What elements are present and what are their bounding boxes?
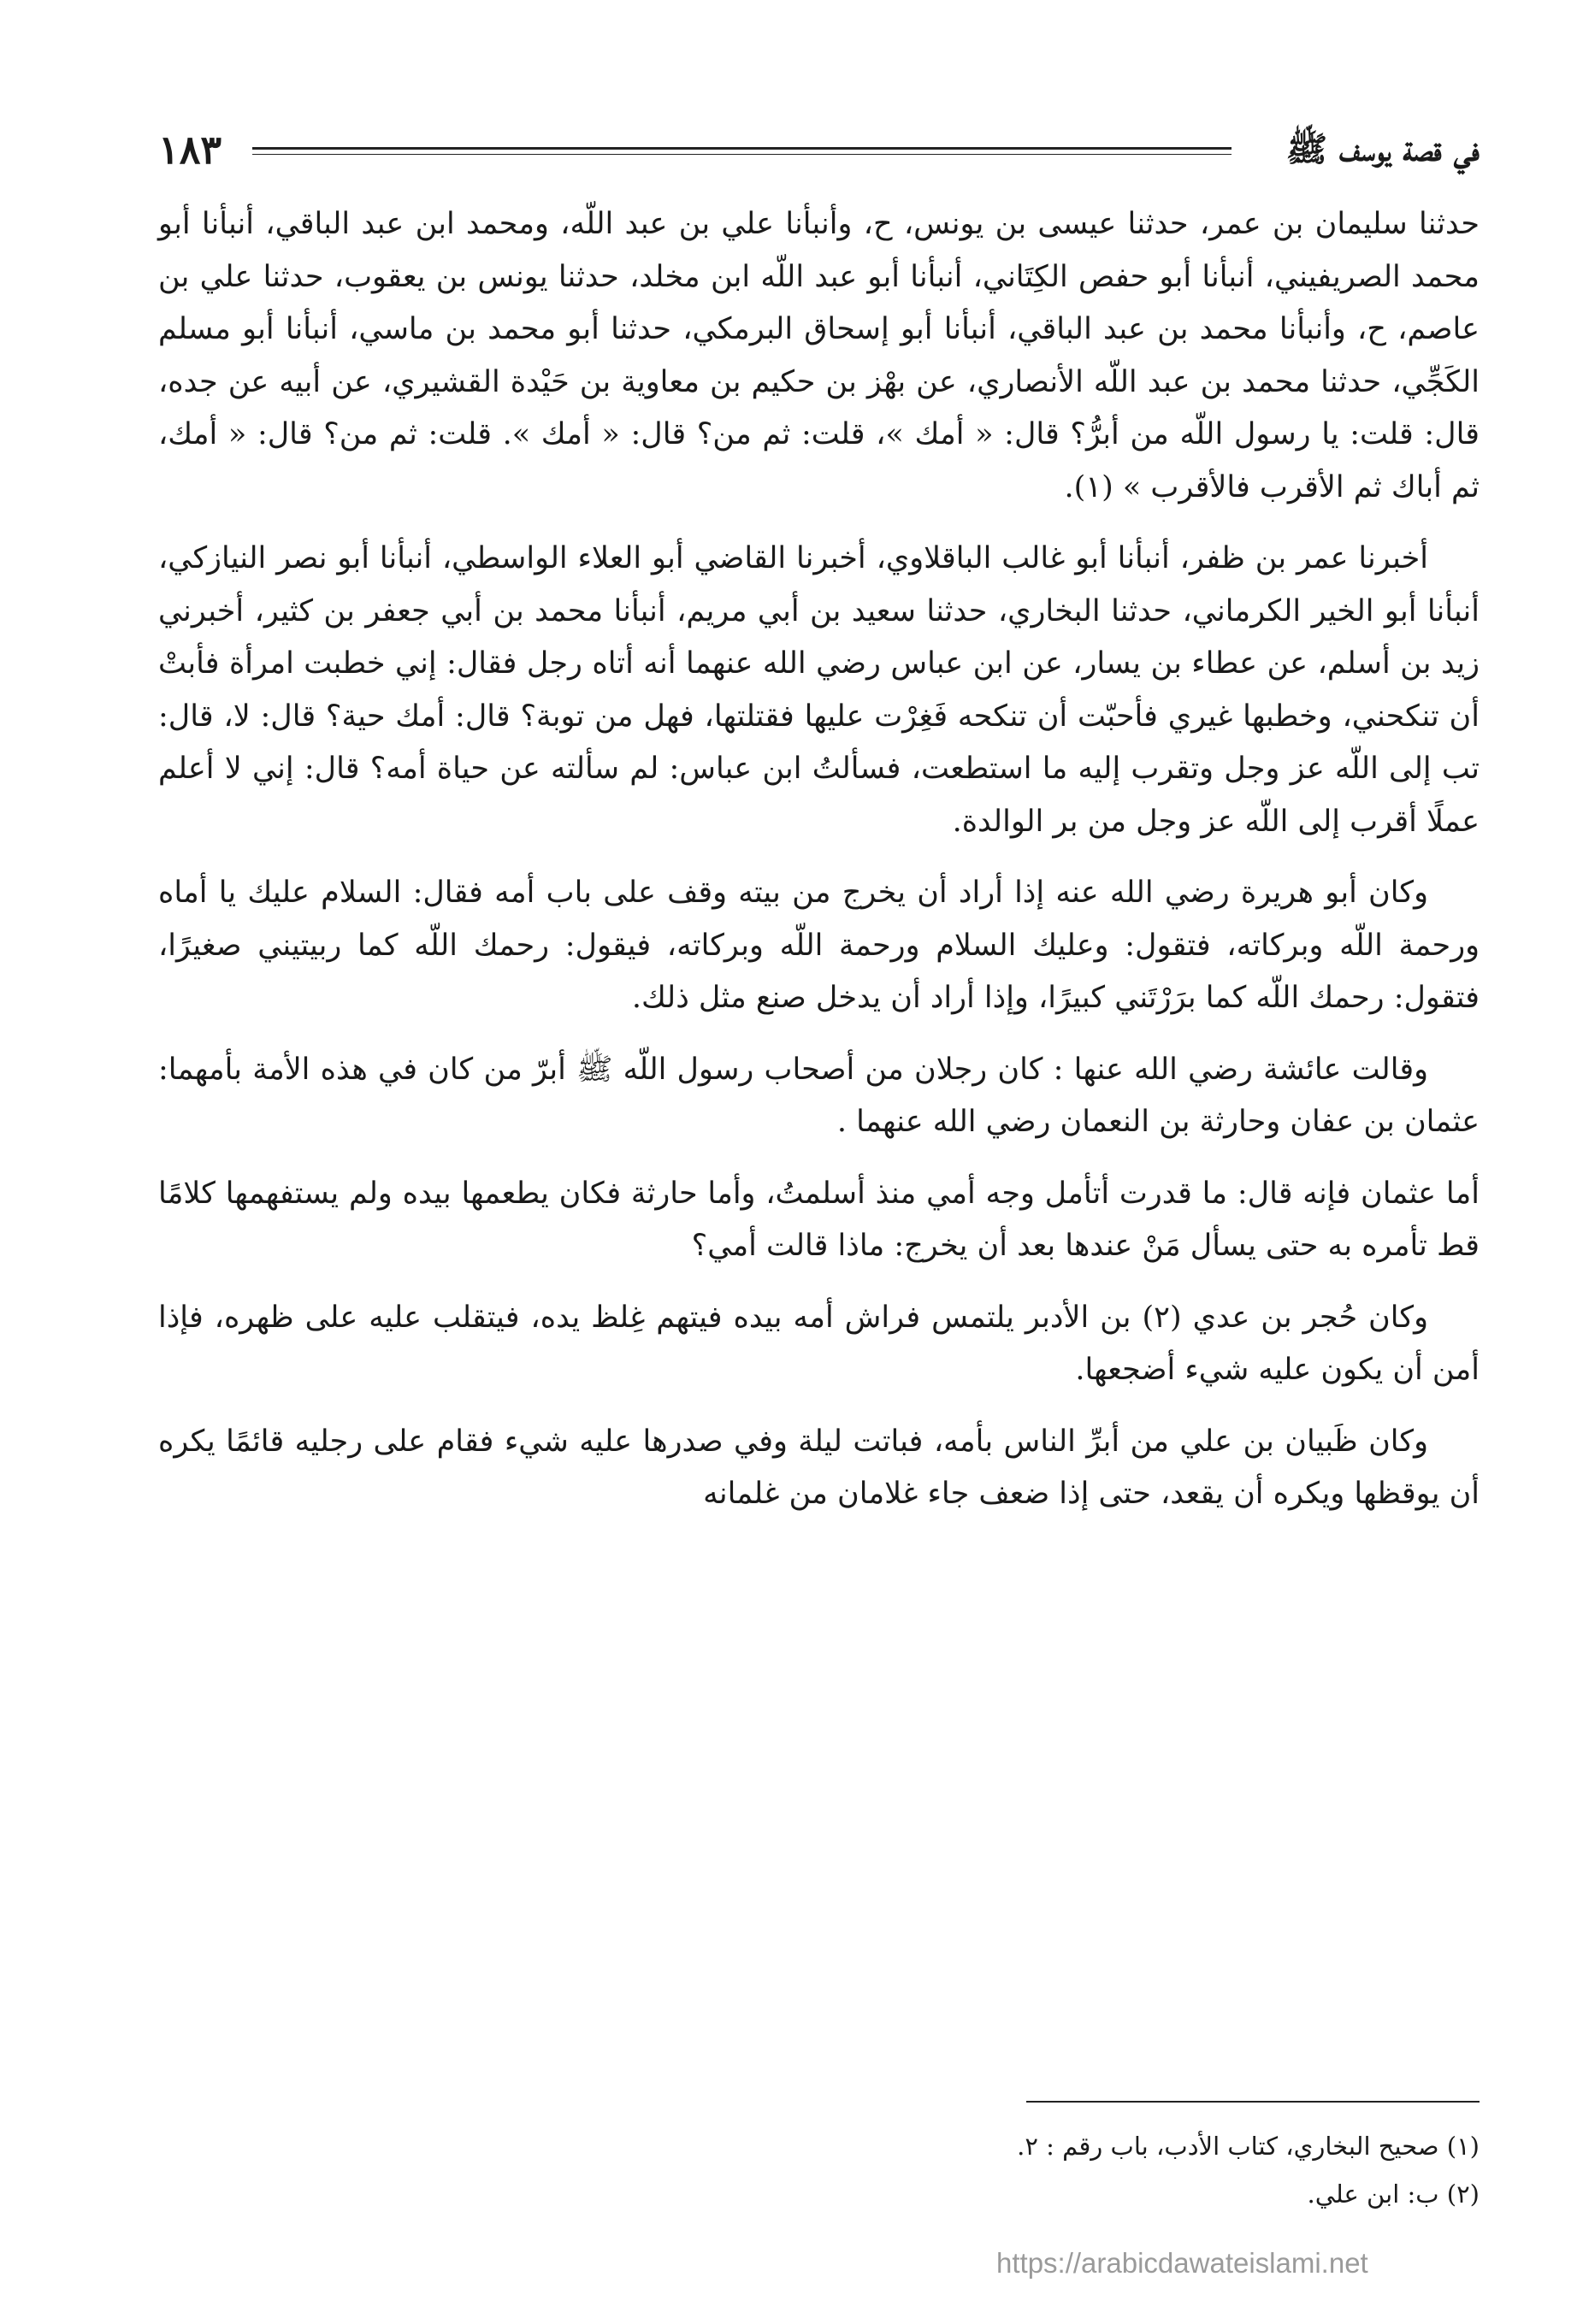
running-header — [158, 120, 1480, 180]
footnote-separator — [1026, 2101, 1480, 2103]
paragraph-5: أما عثمان فإنه قال: ما قدرت أتأمل وجه أمي منذ أسلمتُ، وأما حارثة فكان يطعمها بيده ولم يستفهمها كلامًا قط تأمره به حتى يسأل مَنْ عندها بعد أن يخرج: ماذا قالت أمي؟ — [158, 1176, 1480, 1263]
footnotes — [158, 2122, 1480, 2218]
paragraph-7: وكان ظَبيان بن علي من أبرِّ الناس بأمه، فباتت ليلة وفي صدرها عليه شيء فقام على رجليه قائمًا يكره أن يوقظها ويكره أن يقعد، حتى إذا ضعف جاء غلامان من غلمانه — [158, 1424, 1480, 1511]
paragraph-4: وقالت عائشة رضي الله عنها : كان رجلان من أصحاب رسول اللّه ﷺ أبرّ من كان في هذه الأمة بأمهما: عثمان بن عفان وحارثة بن النعمان رضي الله عنهما . — [158, 1052, 1480, 1139]
body-text — [158, 198, 1480, 1540]
header-rule — [252, 147, 1232, 150]
paragraph-6: وكان حُجر بن عدي (٢) بن الأدبر يلتمس فراش أمه بيده فيتهم غِلظ يده، فيتقلب عليه على ظهره، فإذا أمن أن يكون عليه شيء أضجعها. — [158, 1300, 1480, 1387]
source-watermark: https://arabicdawateislami.net — [996, 2247, 1368, 2279]
page-number: ١٨٣ — [158, 127, 222, 173]
footnote-2: (٢) ب: ابن علي. — [1307, 2179, 1480, 2209]
paragraph-3: وكان أبو هريرة رضي الله عنه إذا أراد أن يخرج من بيته وقف على باب أمه فقال: السلام عليك يا أماه ورحمة اللّه وبركاته، فتقول: وعليك السلام ورحمة اللّه وبركاته، فيقول: رحمك اللّه كما ربيتيني صغيرًا، فتقول: رحمك اللّه كما برَرْتَني كبيرًا، وإذا أراد أن يدخل صنع مثل ذلك. — [158, 876, 1480, 1015]
paragraph-2: أخبرنا عمر بن ظفر، أنبأنا أبو غالب الباقلاوي، أخبرنا القاضي أبو العلاء الواسطي، أنبأنا أبو نصر النيازكي، أنبأنا أبو الخير الكرماني، حدثنا البخاري، حدثنا سعيد بن أبي مريم، أنبأنا محمد بن أبي جعفر بن كثير، أخبرني زيد بن أسلم، عن عطاء بن يسار، عن ابن عباس رضي الله عنهما أنه أتاه رجل فقال: إني خطبت امرأة فأبتْ أن تنكحني، وخطبها غيري فأحبّت أن تنكحه فَغِرْت عليها فقتلتها، فهل من توبة؟ قال: أمك حية؟ قال: لا، قال: تب إلى اللّه عز وجل وتقرب إليه ما استطعت، فسألتُ ابن عباس: لم سألته عن حياة أمه؟ قال: إني لا أعلم عملًا أقرب إلى اللّه عز وجل من بر الوالدة. — [158, 541, 1480, 839]
running-title: في قصة يوسف ﷺ — [1285, 129, 1480, 169]
book-page — [158, 120, 1480, 2274]
paragraph-1: حدثنا سليمان بن عمر، حدثنا عيسى بن يونس، ح، وأنبأنا علي بن عبد اللّه، ومحمد ابن عبد الباقي، أنبأنا أبو محمد الصريفيني، أنبأنا أبو حفص الكِتَاني، أنبأنا أبو عبد اللّه ابن مخلد، حدثنا يونس بن يعقوب، حدثنا علي بن عاصم، ح، وأنبأنا محمد بن عبد الباقي، أنبأنا أبو إسحاق البرمكي، حدثنا أبو محمد بن ماسي، أنبأنا أبو مسلم الكَجِّي، حدثنا محمد بن عبد اللّه الأنصاري، عن بهْز بن حكيم بن معاوية بن حَيْدة القشيري، عن أبيه عن جده، قال: قلت: يا رسول اللّه من أبرُّ؟ قال: « أمك »، قلت: ثم من؟ قال: « أمك ». قلت: ثم من؟ قال: « أمك، ثم أباك ثم الأقرب فالأقرب » (١). — [158, 207, 1480, 504]
footnote-1: (١) صحيح البخاري، كتاب الأدب، باب رقم : ٢. — [1017, 2132, 1480, 2161]
